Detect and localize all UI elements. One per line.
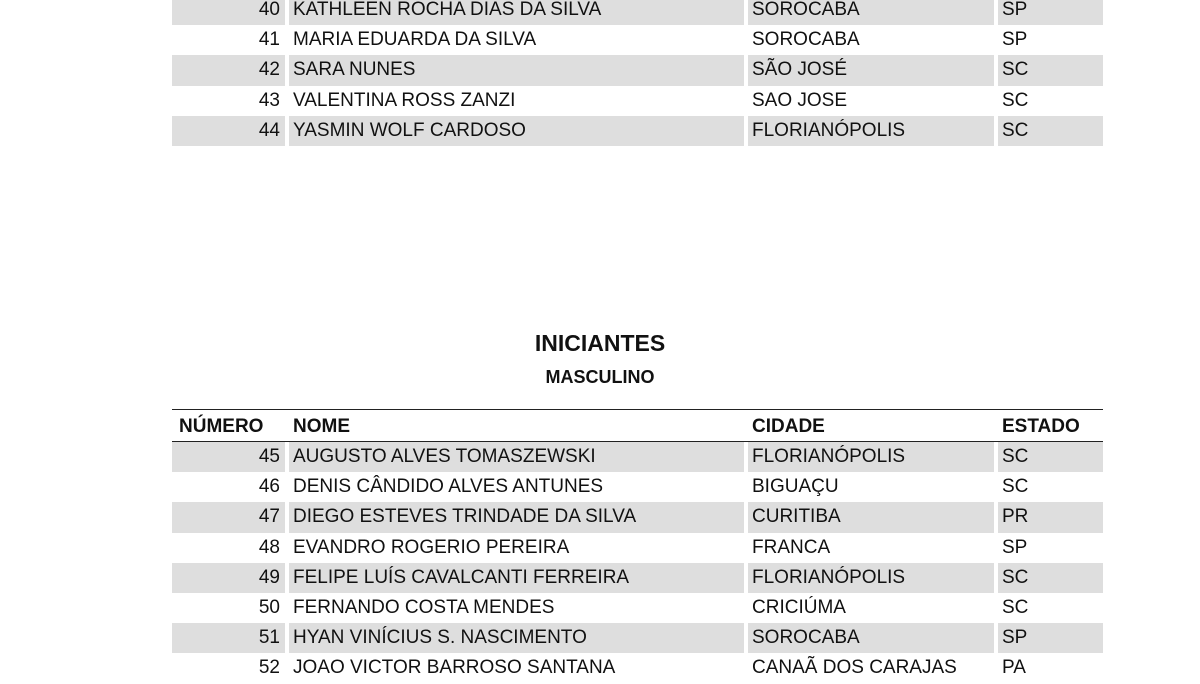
table-row bbox=[172, 55, 1103, 85]
section-subtitle: MASCULINO bbox=[545, 367, 655, 387]
section-title: INICIANTES bbox=[534, 330, 666, 356]
nome-cell: MARIA EDUARDA DA SILVA bbox=[293, 29, 537, 51]
estado-cell: SC bbox=[1002, 596, 1029, 618]
table-row bbox=[172, 442, 1103, 472]
estado-cell: SP bbox=[1002, 0, 1028, 20]
numero-cell: 44 bbox=[258, 119, 280, 141]
cidade-cell: FLORIANÓPOLIS bbox=[752, 446, 906, 467]
nome-cell: FELIPE LUÍS CAVALCANTI FERREIRA bbox=[293, 566, 630, 588]
cidade-cell: SOROCABA bbox=[752, 627, 860, 649]
nome-cell: VALENTINA ROSS ZANZI bbox=[293, 89, 516, 111]
estado-cell: SC bbox=[1002, 119, 1029, 141]
nome-cell: FERNANDO COSTA MENDES bbox=[293, 596, 555, 618]
estado-cell: SP bbox=[1002, 536, 1028, 558]
cidade-cell: FLORIANÓPOLIS bbox=[752, 119, 906, 141]
table-row bbox=[172, 502, 1103, 532]
table-row bbox=[172, 86, 1103, 116]
numero-cell: 46 bbox=[258, 476, 280, 498]
cidade-cell: SOROCABA bbox=[752, 0, 860, 20]
table-row bbox=[172, 0, 1103, 25]
table-row bbox=[172, 563, 1103, 593]
cidade-cell: FLORIANÓPOLIS bbox=[752, 566, 906, 588]
cidade-cell: FRANCA bbox=[752, 536, 831, 558]
estado-cell: SC bbox=[1002, 566, 1029, 588]
cidade-cell: BIGUAÇU bbox=[752, 476, 839, 498]
cidade-cell: SAO JOSE bbox=[752, 89, 848, 111]
estado-cell: PR bbox=[1002, 506, 1029, 528]
numero-cell: 42 bbox=[258, 59, 280, 81]
estado-cell: SC bbox=[1002, 59, 1029, 81]
cidade-cell: CANAÃ DOS CARAJAS bbox=[752, 657, 957, 679]
nome-cell: DENIS CÂNDIDO ALVES ANTUNES bbox=[293, 476, 604, 498]
numero-cell: 48 bbox=[258, 536, 280, 558]
estado-cell: SC bbox=[1002, 89, 1029, 111]
nome-cell: YASMIN WOLF CARDOSO bbox=[293, 119, 526, 141]
estado-cell: SC bbox=[1002, 476, 1029, 498]
nome-cell: EVANDRO ROGERIO PEREIRA bbox=[293, 536, 570, 558]
numero-cell: 47 bbox=[258, 506, 280, 528]
table-row bbox=[172, 533, 1103, 563]
cidade-cell: SÃO JOSÉ bbox=[752, 59, 848, 81]
top-results-table bbox=[172, 0, 1103, 146]
header-cidade: CIDADE bbox=[752, 416, 825, 437]
estado-cell: PA bbox=[1002, 657, 1026, 679]
table-row bbox=[172, 116, 1103, 146]
nome-cell: HYAN VINÍCIUS S. NASCIMENTO bbox=[293, 627, 587, 649]
table-header bbox=[172, 409, 1103, 442]
numero-cell: 41 bbox=[258, 29, 280, 51]
numero-cell: 49 bbox=[258, 566, 280, 588]
estado-cell: SC bbox=[1002, 446, 1029, 467]
table-row bbox=[172, 623, 1103, 653]
table-row bbox=[172, 593, 1103, 623]
numero-cell: 50 bbox=[258, 596, 280, 618]
cidade-cell: CURITIBA bbox=[752, 506, 841, 528]
header-numero: NÚMERO bbox=[179, 416, 264, 437]
cidade-cell: SOROCABA bbox=[752, 29, 860, 51]
table-row bbox=[172, 25, 1103, 55]
nome-cell: JOAO VICTOR BARROSO SANTANA bbox=[293, 657, 616, 679]
numero-cell: 51 bbox=[258, 627, 280, 649]
cidade-cell: CRICIÚMA bbox=[752, 596, 846, 618]
numero-cell: 43 bbox=[258, 89, 280, 111]
header-estado: ESTADO bbox=[1002, 416, 1080, 437]
estado-cell: SP bbox=[1002, 29, 1028, 51]
nome-cell: SARA NUNES bbox=[293, 59, 416, 81]
nome-cell: KATHLEEN ROCHA DIAS DA SILVA bbox=[293, 0, 602, 20]
numero-cell: 40 bbox=[258, 0, 280, 20]
table-row bbox=[172, 472, 1103, 502]
header-nome: NOME bbox=[293, 416, 350, 437]
numero-cell: 52 bbox=[258, 657, 280, 679]
nome-cell: AUGUSTO ALVES TOMASZEWSKI bbox=[293, 446, 596, 467]
nome-cell: DIEGO ESTEVES TRINDADE DA SILVA bbox=[293, 506, 637, 528]
iniciantes-masculino-table bbox=[172, 409, 1103, 684]
table-row bbox=[172, 653, 1103, 683]
estado-cell: SP bbox=[1002, 627, 1028, 649]
numero-cell: 45 bbox=[258, 446, 280, 467]
